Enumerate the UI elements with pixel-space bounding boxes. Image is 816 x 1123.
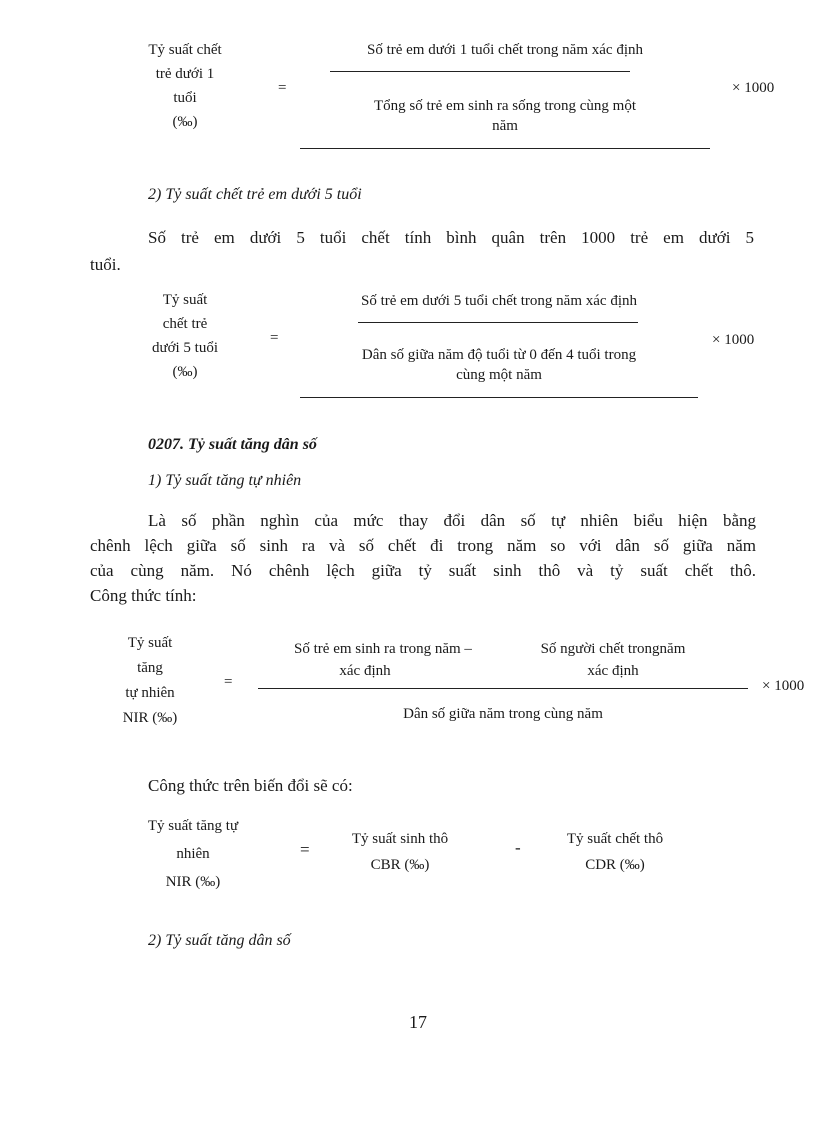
fraction-bar-short: [330, 71, 630, 72]
term-cdr: Tỷ suất chết thô CDR (‰): [566, 831, 664, 873]
fraction-bar: [300, 397, 698, 398]
paragraph-line: Số trẻ em dưới 5 tuổi chết tính bình quân trên 1000 trẻ em dưới 5: [148, 228, 754, 247]
formula-label: Tỷ suất tăng tự nhiên NIR (‰): [122, 635, 178, 726]
multiplier: × 1000: [712, 332, 755, 348]
multiplier: × 1000: [762, 678, 805, 694]
minus-sign: -: [515, 838, 521, 857]
denominator: Dân số giữa năm trong cùng năm: [403, 706, 603, 722]
fraction-bar: [258, 688, 748, 689]
paragraph-line: tuổi.: [90, 255, 121, 274]
multiplier: × 1000: [732, 80, 775, 96]
equals-sign: =: [224, 674, 233, 690]
numerator-left: Số trẻ em sinh ra trong năm – xác định: [294, 641, 472, 679]
formula-label: Tỷ suất chết trẻ dưới 1 tuổi (‰): [148, 42, 222, 130]
heading-under5-mortality: 2) Tỷ suất chết trẻ em dưới 5 tuổi: [148, 186, 362, 203]
numerator: Số trẻ em dưới 5 tuổi chết trong năm xác định: [360, 293, 637, 309]
term-cbr: Tỷ suất sinh thô CBR (‰): [351, 831, 449, 873]
page-number: 17: [409, 1012, 427, 1032]
formula-label: Tỷ suất tăng tự nhiên NIR (‰): [147, 818, 239, 890]
heading-natural-increase: 1) Tỷ suất tăng tự nhiên: [148, 472, 302, 489]
section-title: 0207. Tỷ suất tăng dân số: [148, 436, 317, 453]
paragraph-natural-increase: Là số phần nghìn của mức thay đổi dân số tự nhiên biểu hiện bằng chênh lệch giữa số sinh ra và số chết đi trong năm so với dân số giữa năm của cùng năm. Nó chênh lệch giữa tỷ suất sinh thô và tỷ suất chết thô. Công thức tính:: [90, 511, 756, 605]
heading-population-growth: 2) Tỷ suất tăng dân số: [148, 932, 291, 949]
equals-sign: =: [270, 330, 279, 346]
fraction-bar: [300, 148, 710, 149]
formula-label: Tỷ suất chết trẻ dưới 5 tuổi (‰): [151, 292, 219, 380]
numerator: Số trẻ em dưới 1 tuổi chết trong năm xác định: [366, 42, 643, 58]
denominator: Tổng số trẻ em sinh ra sống trong cùng một năm: [373, 98, 637, 134]
numerator-right: Số người chết trongnăm xác định: [540, 641, 686, 679]
equals-sign: =: [300, 840, 310, 859]
transform-intro: Công thức trên biến đổi sẽ có:: [148, 776, 353, 795]
denominator: Dân số giữa năm độ tuổi từ 0 đến 4 tuổi trong cùng một năm: [361, 347, 637, 383]
equals-sign: =: [278, 80, 287, 96]
fraction-bar-short: [358, 322, 638, 323]
